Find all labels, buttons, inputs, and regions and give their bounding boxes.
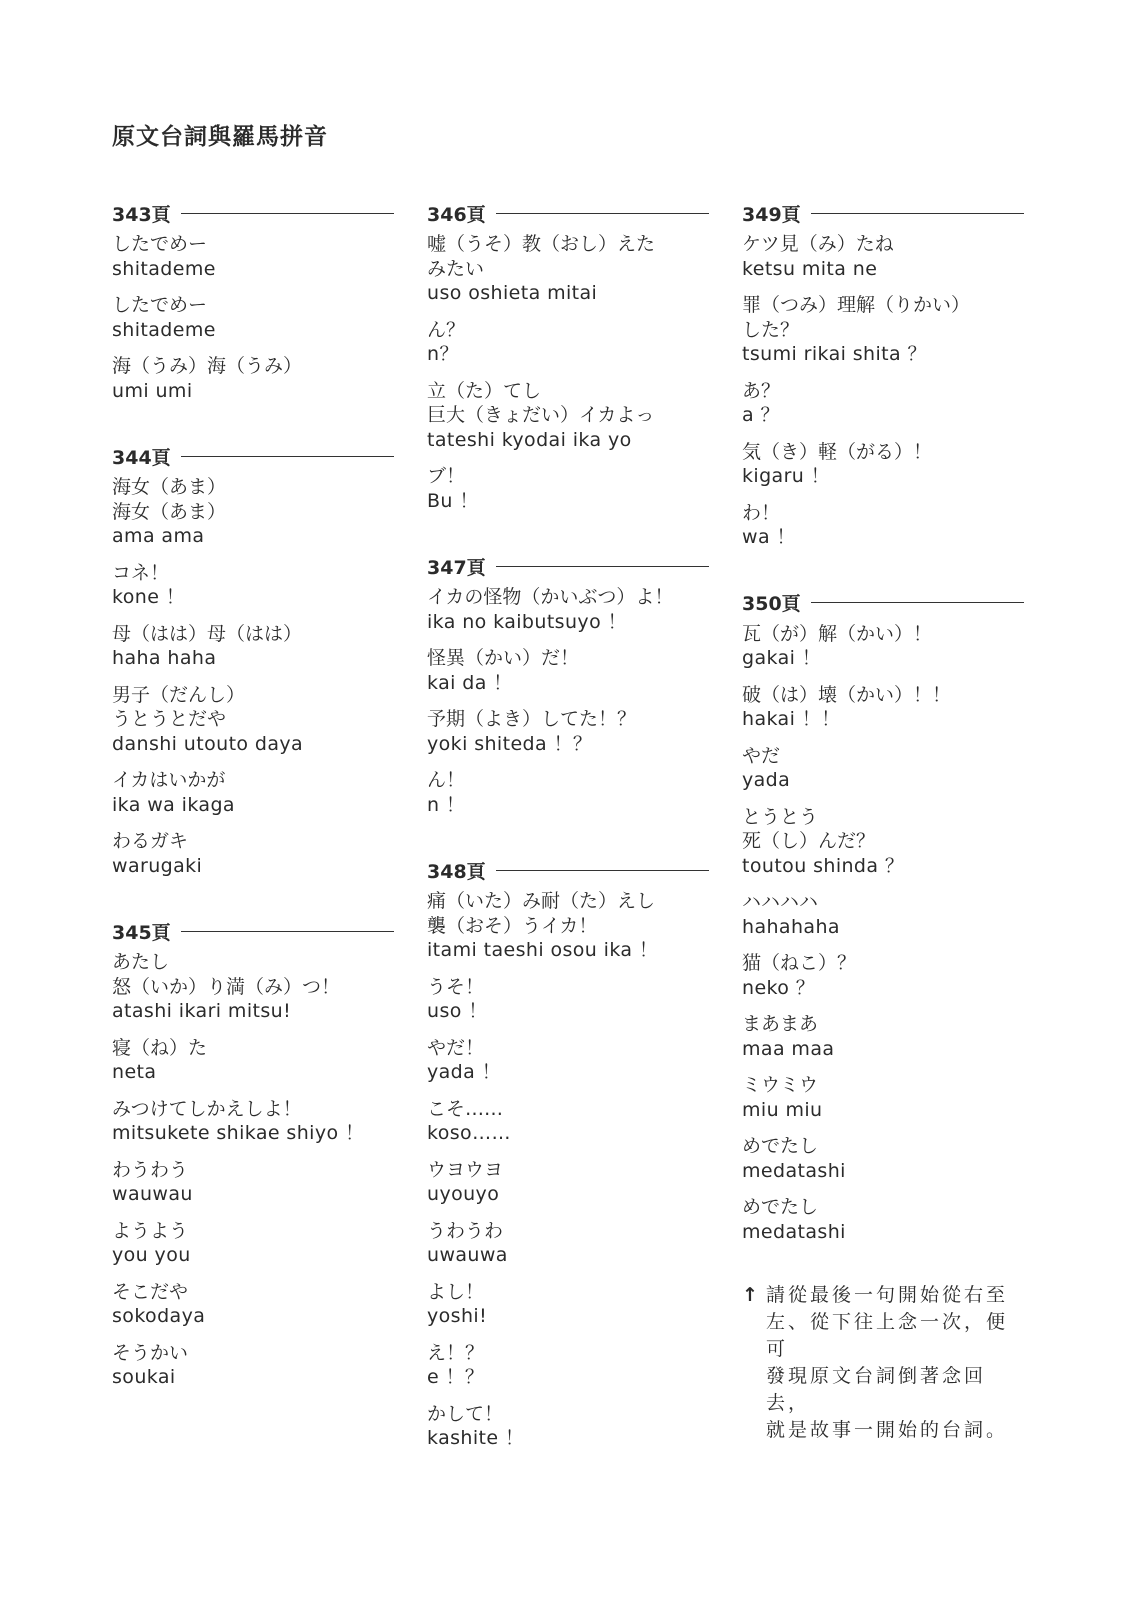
japanese-line: ようよう — [112, 1219, 189, 1242]
romaji-line: wa ！ — [742, 526, 796, 548]
romaji-line: toutou shinda ？ — [742, 854, 905, 877]
page-section — [112, 198, 394, 403]
romaji-line: sokodaya — [112, 1305, 206, 1327]
japanese-line: 襲（おそ）うイカ！ — [427, 914, 598, 937]
romaji-line: soukai — [112, 1366, 176, 1388]
page-title: 原文台詞與羅馬拼音 — [112, 124, 328, 150]
japanese-line: まあまあ — [742, 1013, 819, 1035]
section-header — [427, 198, 709, 228]
romaji-line: shitademe — [112, 257, 216, 280]
japanese-line: あ？ — [742, 379, 781, 402]
page-number-label: 350頁 — [742, 593, 801, 615]
romaji-line: hahahaha — [742, 915, 840, 938]
dialogue-entry — [427, 889, 709, 963]
romaji-line: you you — [112, 1244, 191, 1266]
romaji-line: yoshi! — [427, 1305, 488, 1327]
romaji-line: kai da ！ — [427, 671, 513, 694]
page-section — [427, 198, 709, 513]
romaji-line: medatashi — [742, 1220, 846, 1243]
romaji-line: kigaru ！ — [742, 465, 831, 487]
romaji-line: haha haha — [112, 647, 217, 669]
japanese-line: みたい — [427, 257, 485, 280]
dialogue-entry — [112, 1097, 394, 1146]
romaji-line: n？ — [427, 343, 459, 365]
japanese-line: 死（し）んだ？ — [742, 830, 876, 852]
japanese-line: 母（はは）母（はは） — [112, 622, 303, 645]
japanese-line: めでたし — [742, 1196, 819, 1218]
japanese-line: 破（は）壊（かい）！！ — [742, 683, 952, 706]
section-header — [742, 198, 1024, 228]
dialogue-entry — [427, 1097, 709, 1146]
column-2 — [427, 198, 709, 1489]
japanese-line: 予期（よき）してた！？ — [427, 708, 637, 730]
dialogue-entry — [112, 622, 394, 671]
romaji-line: yada ！ — [427, 1061, 502, 1083]
page-number-label: 346頁 — [427, 203, 486, 226]
dialogue-entry — [742, 1073, 1024, 1122]
dialogue-entry — [112, 1158, 394, 1207]
dialogue-entry — [427, 464, 709, 513]
page-section — [427, 855, 709, 1451]
page-number-label: 343頁 — [112, 203, 171, 226]
dialogue-entry — [427, 707, 709, 756]
japanese-line: とうとう — [742, 805, 819, 828]
dialogue-entry — [427, 768, 709, 817]
dialogue-entry — [112, 950, 394, 1024]
dialogue-entry — [427, 975, 709, 1024]
column-1 — [112, 198, 394, 1428]
japanese-line: イカはいかが — [112, 769, 226, 791]
section-divider — [496, 566, 709, 567]
japanese-line: うとうとだや — [112, 708, 227, 730]
japanese-line: 怒（いか）り満（み）つ！ — [112, 975, 341, 998]
japanese-line: 嘘（うそ）教（おし）えた — [427, 233, 656, 255]
dialogue-entry — [427, 1402, 709, 1451]
column-3 — [742, 198, 1024, 1444]
romaji-line: e ！？ — [427, 1366, 485, 1388]
dialogue-entry — [742, 1134, 1024, 1183]
romaji-line: yada — [742, 769, 791, 791]
japanese-line: イカの怪物（かいぶつ）よ！ — [427, 586, 674, 608]
japanese-line: そこだや — [112, 1280, 189, 1303]
page-section — [427, 551, 709, 817]
dialogue-entry — [112, 1341, 394, 1390]
page-number-label: 344頁 — [112, 446, 171, 469]
dialogue-entry — [427, 379, 709, 453]
japanese-line: わうわう — [112, 1158, 189, 1181]
dialogue-entry — [112, 475, 394, 549]
romaji-line: atashi ikari mitsu! — [112, 1000, 292, 1022]
dialogue-entry — [112, 1036, 394, 1085]
section-divider — [496, 870, 709, 871]
section-header — [427, 855, 709, 885]
romaji-line: ika wa ikaga — [112, 793, 235, 816]
japanese-line: ミウミウ — [742, 1074, 819, 1096]
up-arrow-icon: ↑ — [742, 1284, 758, 1306]
japanese-line: ウヨウヨ — [427, 1158, 504, 1181]
romaji-line: ama ama — [112, 525, 205, 547]
section-divider — [811, 602, 1024, 603]
romaji-line: uyouyo — [427, 1183, 500, 1205]
page-number-label: 348頁 — [427, 860, 486, 883]
dialogue-entry — [742, 1195, 1024, 1244]
reading-note — [742, 1282, 1024, 1444]
dialogue-entry — [112, 1280, 394, 1329]
japanese-line: 海女（あま） — [112, 476, 227, 498]
section-header — [112, 198, 394, 228]
romaji-line: shitademe — [112, 318, 216, 341]
japanese-line: わ！ — [742, 501, 781, 524]
dialogue-entry — [112, 232, 394, 281]
dialogue-entry — [742, 805, 1024, 879]
dialogue-entry — [742, 379, 1024, 428]
page-section — [112, 441, 394, 878]
japanese-line: した？ — [742, 318, 800, 341]
dialogue-entry — [742, 1012, 1024, 1061]
romaji-line: neta — [112, 1061, 157, 1083]
romaji-line: kone ！ — [112, 586, 186, 608]
section-divider — [496, 213, 709, 214]
section-header — [112, 441, 394, 471]
romaji-line: wauwau — [112, 1183, 193, 1205]
romaji-line: neko ？ — [742, 976, 816, 999]
romaji-line: ketsu mita ne — [742, 257, 878, 280]
page-section — [742, 198, 1024, 550]
dialogue-entry — [742, 293, 1024, 367]
romaji-line: gakai ！ — [742, 647, 822, 669]
japanese-line: 男子（だんし） — [112, 683, 246, 706]
page-number-label: 349頁 — [742, 203, 801, 226]
note-text: 請從最後一句開始從右至 左、從下往上念一次，便可 發現原文台詞倒著念回去， 就是故事一開始的台詞。 — [766, 1284, 1009, 1441]
section-divider — [181, 931, 394, 932]
japanese-line: やだ！ — [427, 1036, 485, 1059]
dialogue-entry — [112, 354, 394, 403]
japanese-line: 海（うみ）海（うみ） — [112, 355, 303, 377]
japanese-line: コネ！ — [112, 561, 170, 584]
dialogue-entry — [742, 890, 1024, 939]
romaji-line: koso…… — [427, 1122, 511, 1144]
japanese-line: したでめー — [112, 233, 208, 255]
section-header — [742, 588, 1024, 618]
japanese-line: みつけてしかえしよ！ — [112, 1097, 302, 1120]
japanese-line: 罪（つみ）理解（りかい） — [742, 294, 971, 316]
japanese-line: ハハハハ — [742, 891, 819, 913]
dialogue-entry — [427, 232, 709, 306]
section-divider — [181, 213, 394, 214]
romaji-line: umi umi — [112, 379, 193, 402]
dialogue-entry — [427, 1219, 709, 1268]
japanese-line: ん？ — [427, 318, 466, 341]
japanese-line: 猫（ねこ）？ — [742, 952, 857, 974]
romaji-line: kashite ！ — [427, 1427, 525, 1449]
romaji-line: miu miu — [742, 1098, 823, 1121]
dialogue-entry — [427, 1280, 709, 1329]
sections-container — [742, 198, 1024, 1244]
page-number-label: 345頁 — [112, 921, 171, 944]
japanese-line: うそ！ — [427, 975, 485, 998]
japanese-line: うわうわ — [427, 1219, 504, 1242]
japanese-line: え！？ — [427, 1341, 485, 1364]
page-section — [112, 916, 394, 1390]
japanese-line: よし！ — [427, 1280, 485, 1303]
section-divider — [181, 456, 394, 457]
japanese-line: そうかい — [112, 1341, 189, 1364]
japanese-line: 瓦（が）解（かい）！ — [742, 622, 933, 645]
japanese-line: こそ…… — [427, 1097, 504, 1120]
dialogue-entry — [112, 1219, 394, 1268]
japanese-line: 気（き）軽（がる）！ — [742, 440, 933, 463]
section-divider — [811, 213, 1024, 214]
dialogue-entry — [742, 744, 1024, 793]
japanese-line: あたし — [112, 951, 170, 973]
romaji-line: uso oshieta mitai — [427, 282, 598, 304]
dialogue-entry — [742, 440, 1024, 489]
dialogue-entry — [742, 622, 1024, 671]
dialogue-entry — [742, 501, 1024, 550]
japanese-line: めでたし — [742, 1135, 819, 1157]
dialogue-entry — [427, 318, 709, 367]
dialogue-entry — [742, 683, 1024, 732]
romaji-line: n ！ — [427, 793, 466, 816]
dialogue-entry — [112, 561, 394, 610]
dialogue-entry — [427, 1341, 709, 1390]
dialogue-entry — [742, 951, 1024, 1000]
dialogue-entry — [112, 829, 394, 878]
romaji-line: itami taeshi osou ika ！ — [427, 939, 659, 961]
romaji-line: mitsukete shikae shiyo ！ — [112, 1122, 365, 1144]
japanese-line: 痛（いた）み耐（た）えし — [427, 890, 656, 912]
japanese-line: わるガキ — [112, 830, 189, 852]
page-section — [742, 588, 1024, 1245]
japanese-line: やだ — [742, 744, 781, 767]
romaji-line: uwauwa — [427, 1244, 508, 1266]
japanese-line: 立（た）てし — [427, 379, 542, 402]
romaji-line: danshi utouto daya — [112, 732, 304, 755]
romaji-line: yoki shiteda ！？ — [427, 732, 593, 755]
dialogue-entry — [427, 1036, 709, 1085]
japanese-line: かして！ — [427, 1402, 504, 1425]
japanese-line: したでめー — [112, 294, 208, 316]
romaji-line: Bu ！ — [427, 489, 479, 512]
dialogue-entry — [112, 683, 394, 757]
romaji-line: ika no kaibutsuyo ！ — [427, 610, 627, 633]
romaji-line: warugaki — [112, 854, 203, 877]
japanese-line: 怪異（かい）だ！ — [427, 647, 580, 669]
dialogue-entry — [427, 646, 709, 695]
romaji-line: medatashi — [742, 1159, 846, 1182]
section-header — [427, 551, 709, 581]
dialogue-entry — [742, 232, 1024, 281]
romaji-line: tsumi rikai shita ？ — [742, 343, 927, 365]
romaji-line: tateshi kyodai ika yo — [427, 428, 632, 451]
dialogue-entry — [427, 1158, 709, 1207]
japanese-line: ん！ — [427, 769, 466, 791]
romaji-line: uso ！ — [427, 1000, 488, 1022]
dialogue-entry — [427, 585, 709, 634]
romaji-line: a ？ — [742, 404, 780, 426]
japanese-line: 海女（あま） — [112, 500, 227, 523]
japanese-line: ケツ見（み）たね — [742, 233, 894, 255]
japanese-line: 巨大（きょだい）イカよっ — [427, 404, 655, 426]
japanese-line: 寝（ね）た — [112, 1036, 208, 1059]
page-number-label: 347頁 — [427, 556, 486, 579]
romaji-line: maa maa — [742, 1037, 835, 1060]
dialogue-entry — [112, 293, 394, 342]
section-header — [112, 916, 394, 946]
romaji-line: hakai ！！ — [742, 708, 841, 730]
dialogue-entry — [112, 768, 394, 817]
japanese-line: ブ！ — [427, 465, 466, 487]
